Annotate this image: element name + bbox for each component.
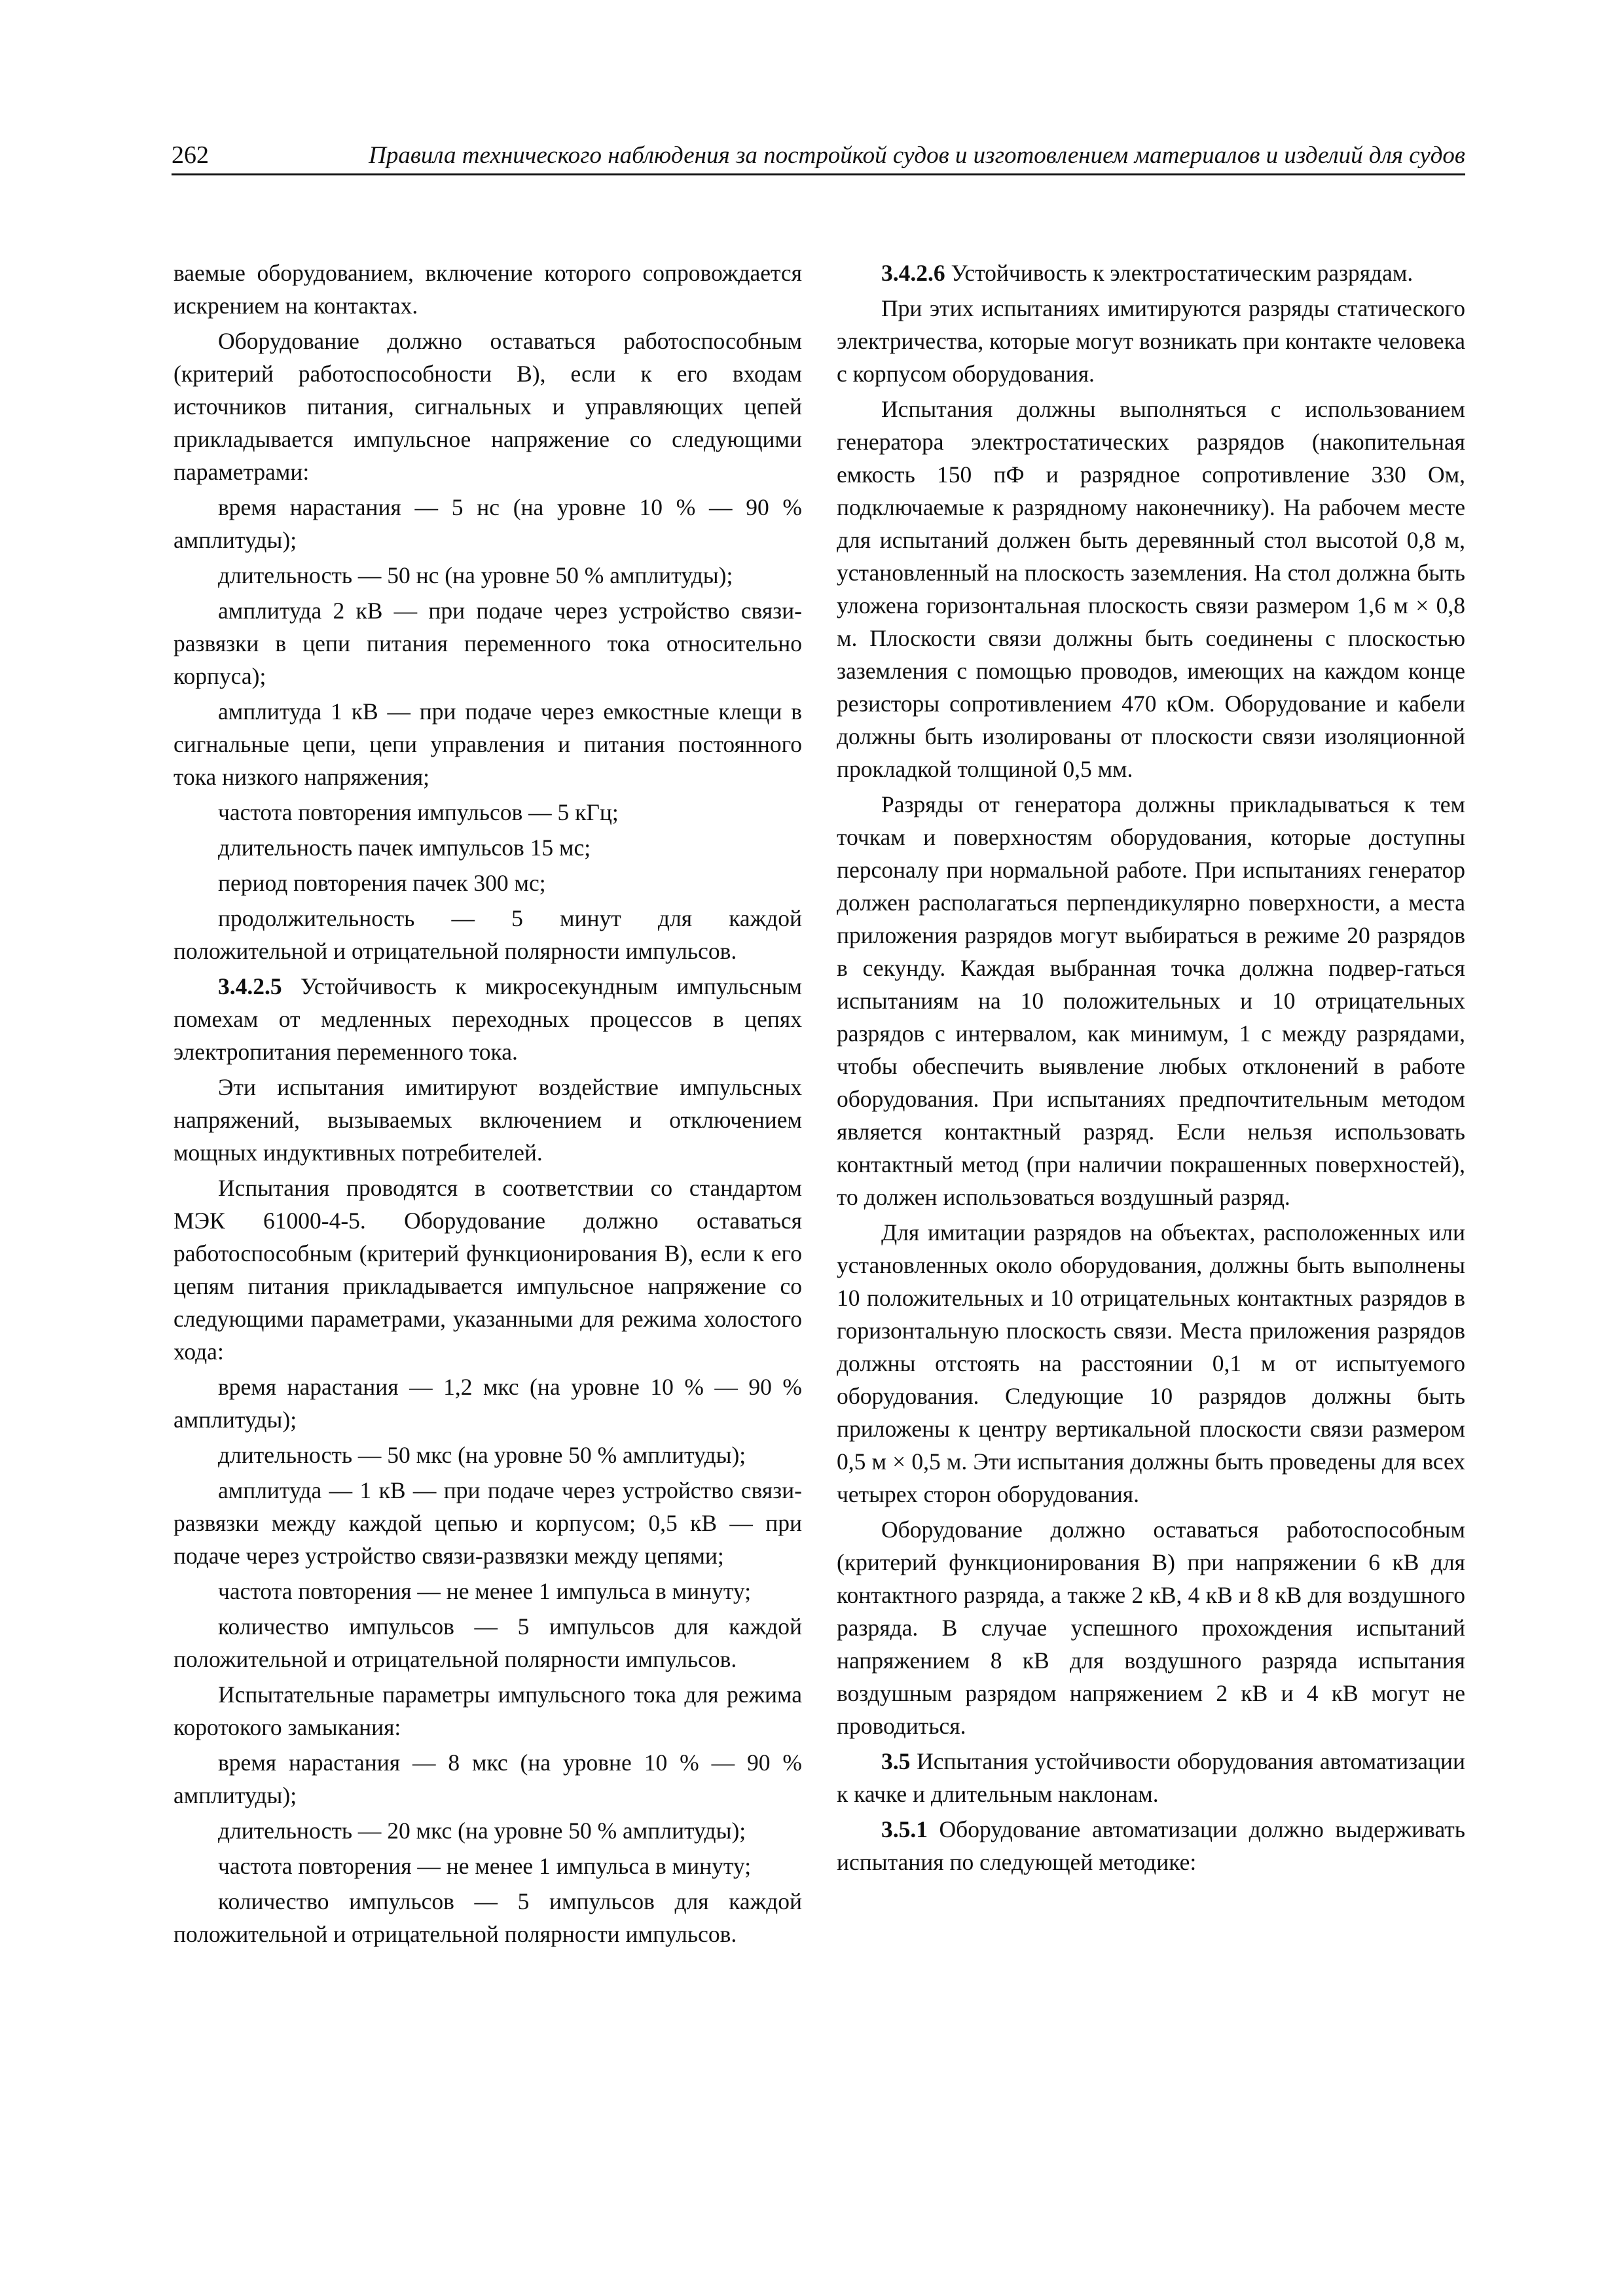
paragraph-text: Испытательные параметры импульсного тока для режима коротокого замыкания: bbox=[173, 1681, 802, 1740]
paragraph-text: частота повторения — не менее 1 импульса в минуту; bbox=[218, 1853, 752, 1879]
paragraph-text: частота повторения — не менее 1 импульса в минуту; bbox=[218, 1578, 752, 1604]
left-column bbox=[173, 257, 802, 1953]
paragraph-text: Для имитации разрядов на объектах, расположенных или установленных около оборудования, должны быть выполнены 10 положительных и 10 отрицательных контактных разрядов в горизонтальную плоскость связи. Места приложения разрядов должны отстоять на расстоянии 0,1 м от испытуемого оборудования. Следующие 10 разрядов должны быть приложены к центру вертикальной плоскости связи размером 0,5 м × 0,5 м. Эти испытания должны быть проведены для всех четырех сторон оборудования. bbox=[837, 1219, 1465, 1507]
paragraph-text: Разряды от генератора должны прикладываться к тем точкам и поверхностям оборудования, которые доступны персоналу при нормальной работе. При испытаниях генератор должен располагаться перпендикулярно поверхности, а места приложения разрядов могут выбираться в режиме 20 разрядов в секунду. Каждая выбранная точка должна подвер-гаться испытаниям на 10 положительных и 10 отрицательных разрядов с интервалом, как минимум, 1 с между разрядами, чтобы обеспечить выявление любых отклонений в работе оборудования. При испытаниях предпочтительным методом является контактный разряд. Если нельзя использовать контактный метод (при наличии покрашенных поверхностей), то должен использоваться воздушный разряд. bbox=[837, 791, 1465, 1210]
paragraph-text: Эти испытания имитируют воздействие импульсных напряжений, вызываемых включением и отключением мощных индуктивных потребителей. bbox=[173, 1074, 802, 1166]
paragraph bbox=[173, 1575, 802, 1607]
page-number: 262 bbox=[172, 141, 209, 169]
paragraph-text: амплитуда 2 кВ — при подаче через устройство связи-развязки в цепи питания переменного тока относительно корпуса); bbox=[173, 598, 802, 689]
paragraph-text: частота повторения импульсов — 5 кГц; bbox=[218, 799, 619, 825]
paragraph bbox=[173, 1474, 802, 1572]
paragraph-text: Испытания устойчивости оборудования автоматизации к качке и длительным наклонам. bbox=[837, 1748, 1465, 1807]
paragraph bbox=[173, 1172, 802, 1368]
paragraph-text: Оборудование должно оставаться работоспособным (критерий функционирования В) при напряжении 6 кВ для контактного разряда, а также 2 кВ, 4 кВ и 8 кВ для воздушного разряда. В случае успешного прохождения испытаний напряжением 8 кВ для воздушного разряда испытания воздушным разрядом напряжением 2 кВ и 4 кВ могут не проводиться. bbox=[837, 1516, 1465, 1739]
section-number: 3.4.2.5 bbox=[218, 973, 282, 999]
paragraph-text: Устойчивость к электростатическим разрядам. bbox=[945, 260, 1413, 286]
paragraph bbox=[173, 1610, 802, 1676]
paragraph-text: количество импульсов — 5 импульсов для каждой положительной и отрицательной полярности импульсов. bbox=[173, 1613, 802, 1672]
paragraph-text: При этих испытаниях имитируются разряды статического электричества, которые могут возникать при контакте человека с корпусом оборудования. bbox=[837, 295, 1465, 387]
paragraph bbox=[837, 393, 1465, 785]
paragraph-text: Оборудование автоматизации должно выдерживать испытания по следующей методике: bbox=[837, 1816, 1465, 1875]
paragraph bbox=[173, 491, 802, 556]
paragraph bbox=[173, 1885, 802, 1950]
paragraph-text: Испытания должны выполняться с использованием генератора электростатических разрядов (накопительная емкость 150 пФ и разрядное сопротивление 330 Ом, подключаемые к разрядному наконечнику). На рабочем месте для испытаний должен быть деревянный стол высотой 0,8 м, установленный на плоскость заземления. На стол должна быть уложена горизонтальная плоскость связи размером 1,6 м × 0,8 м. Плоскости связи должны быть соединены с плоскостью заземления с помощью проводов, имеющих на каждом конце резисторы сопротивлением 470 кОм. Оборудование и кабели должны быть изолированы от плоскости связи изоляционной прокладкой толщиной 0,5 мм. bbox=[837, 396, 1465, 782]
paragraph bbox=[173, 1850, 802, 1882]
paragraph-text: длительность пачек импульсов 15 мс; bbox=[218, 834, 591, 861]
paragraph bbox=[173, 325, 802, 488]
paragraph bbox=[173, 1678, 802, 1744]
section-number: 3.5.1 bbox=[881, 1816, 928, 1842]
paragraph bbox=[173, 559, 802, 592]
paragraph bbox=[173, 1071, 802, 1169]
paragraph bbox=[173, 831, 802, 864]
paragraph bbox=[837, 292, 1465, 390]
paragraph bbox=[837, 788, 1465, 1213]
paragraph-text: ваемые оборудованием, включение которого сопровождается искрением на контактах. bbox=[173, 260, 802, 319]
paragraph bbox=[837, 1813, 1465, 1878]
paragraph-text: количество импульсов — 5 импульсов для каждой положительной и отрицательной полярности импульсов. bbox=[173, 1888, 802, 1947]
paragraph bbox=[837, 257, 1465, 289]
section-number: 3.5 bbox=[881, 1748, 911, 1774]
right-column bbox=[837, 257, 1465, 1881]
paragraph bbox=[173, 594, 802, 692]
paragraph bbox=[173, 796, 802, 829]
paragraph bbox=[173, 1746, 802, 1812]
paragraph bbox=[837, 1513, 1465, 1742]
paragraph-text: длительность — 20 мкс (на уровне 50 % амплитуды); bbox=[218, 1818, 746, 1844]
paragraph-text: период повторения пачек 300 мс; bbox=[218, 870, 546, 896]
section-number: 3.4.2.6 bbox=[881, 260, 945, 286]
paragraph-text: длительность — 50 нс (на уровне 50 % амплитуды); bbox=[218, 562, 733, 588]
paragraph-text: Оборудование должно оставаться работоспособным (критерий работоспособности В), если к его входам источников питания, сигнальных и управляющих цепей прикладывается импульсное напряжение со следующими параметрами: bbox=[173, 328, 802, 485]
paragraph bbox=[173, 1814, 802, 1847]
running-title: Правила технического наблюдения за постройкой судов и изготовлением материалов и изделий для судов bbox=[369, 142, 1465, 169]
paragraph-text: время нарастания — 5 нс (на уровне 10 % — 90 % амплитуды); bbox=[173, 494, 802, 553]
paragraph bbox=[173, 257, 802, 322]
paragraph bbox=[173, 1371, 802, 1436]
paragraph bbox=[173, 1439, 802, 1471]
paragraph bbox=[173, 867, 802, 899]
paragraph bbox=[173, 695, 802, 793]
paragraph-text: время нарастания — 8 мкс (на уровне 10 % — 90 % амплитуды); bbox=[173, 1749, 802, 1808]
paragraph bbox=[837, 1745, 1465, 1810]
paragraph-text: Устойчивость к микросекундным импульсным помехам от медленных переходных процессов в цепях электропитания переменного тока. bbox=[173, 973, 802, 1065]
paragraph-text: продолжительность — 5 минут для каждой положительной и отрицательной полярности импульсов. bbox=[173, 905, 802, 964]
paragraph-text: амплитуда 1 кВ — при подаче через емкостные клещи в сигнальные цепи, цепи управления и питания постоянного тока низкого напряжения; bbox=[173, 698, 802, 790]
paragraph-text: амплитуда — 1 кВ — при подаче через устройство связи-развязки между каждой цепью и корпусом; 0,5 кВ — при подаче через устройство связи-развязки между цепями; bbox=[173, 1477, 802, 1569]
paragraph bbox=[173, 902, 802, 967]
paragraph bbox=[173, 970, 802, 1068]
paragraph-text: длительность — 50 мкс (на уровне 50 % амплитуды); bbox=[218, 1442, 746, 1468]
paragraph bbox=[837, 1216, 1465, 1511]
page-header bbox=[172, 141, 1465, 175]
paragraph-text: время нарастания — 1,2 мкс (на уровне 10 % — 90 % амплитуды); bbox=[173, 1374, 802, 1433]
paragraph-text: Испытания проводятся в соответствии со стандартом МЭК 61000-4-5. Оборудование должно оставаться работоспособным (критерий функционирования В), если к его цепям питания прикладывается импульсное напряжение со следующими параметрами, указанными для режима холостого хода: bbox=[173, 1175, 802, 1365]
